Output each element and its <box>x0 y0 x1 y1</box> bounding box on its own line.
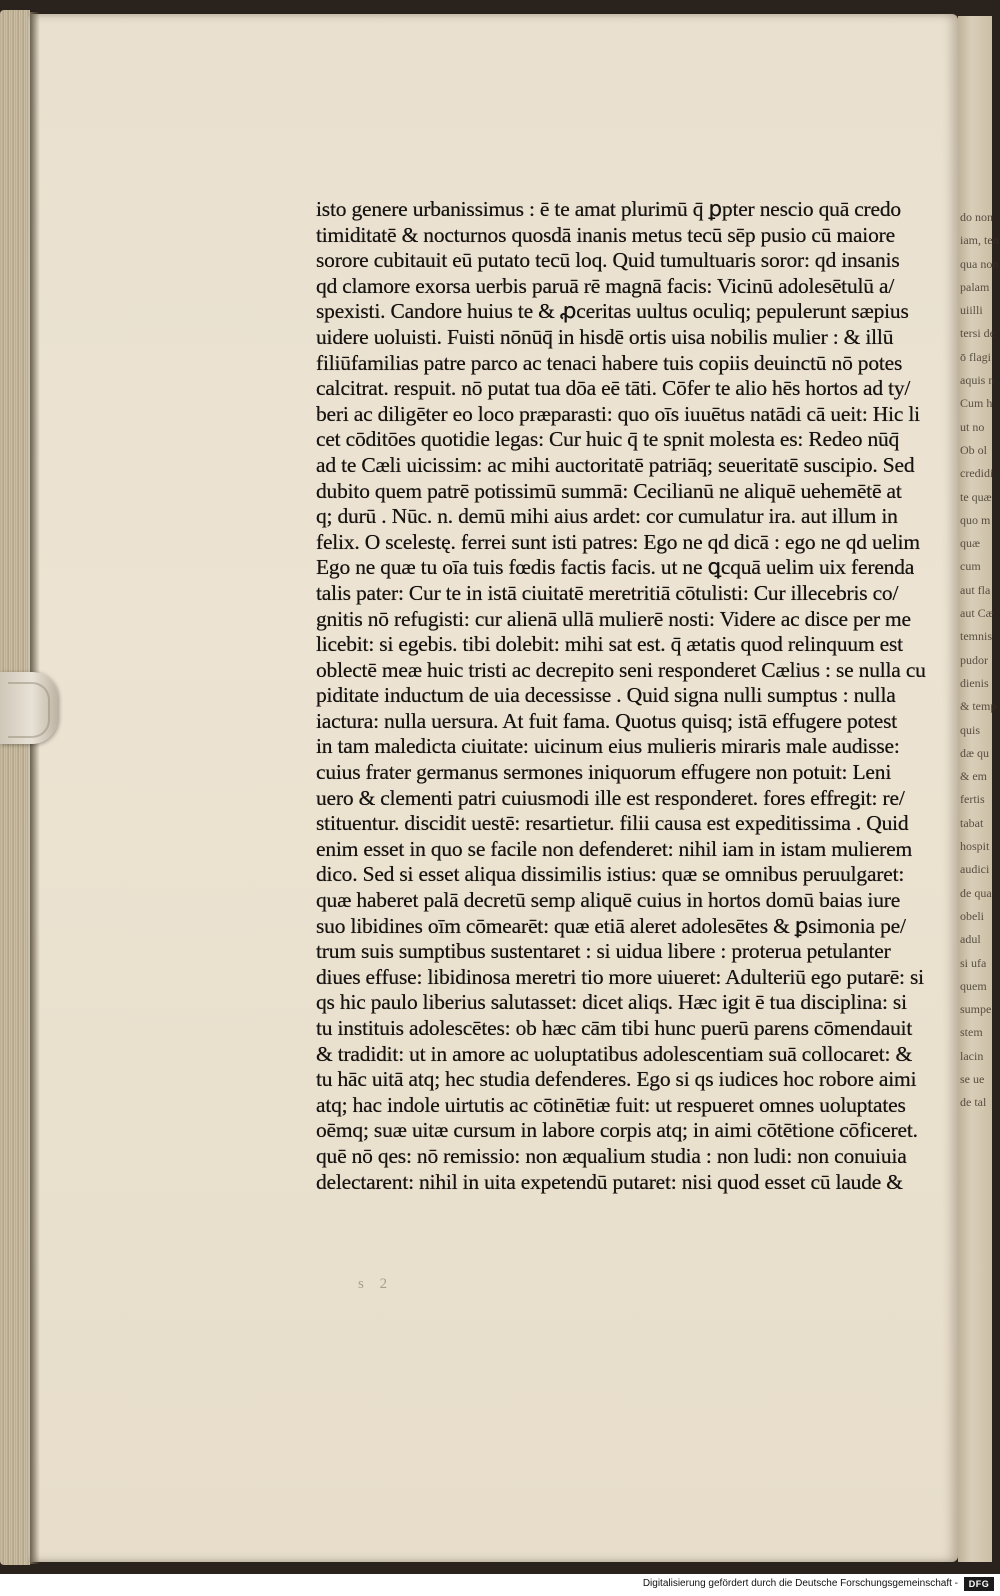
facing-text-line: qua non <box>960 256 999 271</box>
dfg-logo: DFG <box>964 1577 994 1591</box>
facing-text-line: & temp <box>960 699 997 714</box>
text-line: cuius frater germanus sermones iniquorum effugere non potuit: Leni <box>316 760 892 785</box>
facing-text-line: audici <box>960 862 990 877</box>
text-line: spexisti. Candore huius te & ꝓceritas uultus oculiq; pepulerunt sæpius <box>316 299 909 324</box>
facing-text-line: quem <box>960 978 987 993</box>
facing-text-line: cum <box>960 559 981 574</box>
text-line: Ego ne quæ tu oīa tuis fœdis factis facis. ut ne ꝗcquā uelim uix ferenda <box>316 555 915 580</box>
facing-text-line: credidi <box>960 466 994 481</box>
facing-text-line: tabat <box>960 815 984 830</box>
facing-text-line: te quæ <box>960 489 992 504</box>
facing-text-line: ut no <box>960 419 985 434</box>
text-line: licebit: si egebis. tibi dolebit: mihi sat est. q̄ ætatis quod relinquum est <box>316 632 903 657</box>
text-line: uero & clementi patri cuiusmodi ille est responderet. fores effregit: re/ <box>316 785 905 810</box>
book-leaf-stack <box>0 10 30 1565</box>
text-line: oblectē meæ huic tristi ac decrepito seni responderet Cælius : se nulla cu <box>316 657 926 682</box>
text-line: q; durū . Nūc. n. demū mihi aius ardet: cor cumulatur ira. aut illum in <box>316 504 898 529</box>
facing-page-edge <box>958 16 999 1562</box>
text-line: sorore cubitauit eū putato tecū loq. Quid tumultuaris soror: qd insanis <box>316 248 900 273</box>
gutter-shadow <box>30 12 40 1564</box>
facing-page-text <box>958 206 999 1115</box>
text-line: trum suis sumptibus sustentaret : si uidua libere : proterua petulanter <box>316 939 891 964</box>
page-signature-mark: s 2 <box>358 1276 394 1292</box>
facing-text-line: aut Cæ <box>960 606 994 621</box>
text-line: iactura: nulla uersura. At fuit fama. Quotus quisq; istā effugere potest <box>316 708 898 733</box>
facing-text-line: sumpe <box>960 1002 992 1017</box>
facing-text-line: & em <box>960 769 987 784</box>
text-line: cet cōditōes quotidie legas: Cur huic q̄ te spnit molesta es: Redeo nūq̄ <box>316 427 900 452</box>
text-line: qd clamore exorsa uerbis paruā rē magnā facis: Vicinū adolesētulū a/ <box>316 273 895 298</box>
text-line: isto genere urbanissimus : ē te amat plurimū q̄ ꝑpter nescio quā credo <box>316 197 901 221</box>
facing-text-line: hospit <box>960 839 990 854</box>
text-line: filiūfamilias patre parco ac tenaci habere tuis copiis deuinctū nō potes <box>316 350 903 375</box>
text-line: felix. O scelestę. ferrei sunt isti patres: Ego ne qd dicā : ego ne qd uelim <box>316 529 920 554</box>
text-line: quæ haberet palā decretū semp aliquē cuius in hortos domū baias iure <box>316 888 901 913</box>
text-line: calcitrat. respuit. nō putat tua dōa eē tāti. Cōfer te alio hēs hortos ad ty/ <box>316 376 911 401</box>
facing-text-line: ō flagi <box>960 349 991 364</box>
text-line: atq; hac indole uirtutis ac cōtinētiæ fuit: ut respueret omnes uoluptates <box>316 1092 906 1117</box>
facing-text-line: si ufa <box>960 955 987 970</box>
facing-text-line: dienis <box>960 675 989 690</box>
facing-text-line: pudor <box>960 652 988 667</box>
funding-notice: Digitalisierung gefördert durch die Deutsche Forschungsgemeinschaft - <box>642 1578 958 1589</box>
text-line: beri ac diligēter eo loco præparasti: quo oīs iuuētus natādi cā ueit: Hic li <box>316 401 920 426</box>
facing-text-line: quo m <box>960 512 991 527</box>
facing-text-line: fertis <box>960 792 985 807</box>
facing-text-line: de tal <box>960 1095 987 1110</box>
facing-text-line: de qua <box>960 885 992 900</box>
book-clip-icon <box>0 672 58 744</box>
text-line: & tradidit: ut in amore ac uoluptatibus adolescentiam suā collocaret: & <box>316 1041 912 1066</box>
facing-text-line: palam <box>960 279 990 294</box>
text-line: delectarent: nihil in uita expetendū putaret: nisi quod esset cū laude & <box>316 1169 903 1194</box>
text-line: dubito quem patrē potissimū summā: Cecilianū ne aliquē uehemētē at <box>316 478 902 503</box>
footer-bar <box>0 1574 1000 1596</box>
facing-text-line: tersi de <box>960 326 995 341</box>
text-line: uidere uoluisti. Fuisti nōnūq̄ in hisdē ortis uisa nobilis mulier : & illū <box>316 324 894 349</box>
text-line: ad te Cæli uicissim: ac mihi auctoritatē patriāq; seueritatē suscipio. Sed <box>316 452 915 477</box>
text-line: quē nō qes: nō remissio: non æqualium studia : non ludi: non conuiuia <box>316 1143 907 1168</box>
text-line: dico. Sed si esset aliqua dissimilis istius: quæ se omnibus peruulgaret: <box>316 862 905 887</box>
text-line: timiditatē & nocturnos quosdā inanis metus tecū sēp pusio cū maiore <box>316 222 895 247</box>
text-line: tu instituis adolescētes: ob hæc cām tibi hunc puerū parens cōmendauit <box>316 1016 913 1040</box>
facing-text-line: se ue <box>960 1071 985 1086</box>
facing-text-line: temnis <box>960 629 992 644</box>
text-line: oēmq; suæ uitæ cursum in labore corpis atq; in aimi cōtētione cōficeret. <box>316 1118 918 1143</box>
facing-text-line: obeli <box>960 908 984 923</box>
facing-text-line: adul <box>960 932 981 947</box>
facing-text-line: quis <box>960 722 981 737</box>
text-line: talis pater: Cur te in istā ciuitatē meretritiā cōtulisti: Cur illecebris co/ <box>316 580 899 605</box>
facing-text-line: Cum h <box>960 396 993 411</box>
text-line: in tam maledicta ciuitate: uicinum eius mulieris miraris male audisse: <box>316 734 900 759</box>
facing-text-line: lacin <box>960 1048 984 1063</box>
facing-text-line: aquis n <box>960 373 995 388</box>
book-clip-inner <box>8 682 50 738</box>
text-line: enim esset in quo se facile non defenderet: nihil iam in istam mulierem <box>316 836 912 861</box>
facing-text-line: aut fla <box>960 582 991 597</box>
facing-text-line: do non <box>960 210 993 224</box>
text-block <box>316 197 936 1195</box>
text-line: stituentur. discidit uestē: resartietur. filii causa est expeditissima . Quid <box>316 811 909 836</box>
text-line: diues effuse: libidinosa meretri tio more uiueret: Adulteriū ego putarē: si <box>316 964 924 989</box>
facing-text-line: iam, ten <box>960 233 999 248</box>
facing-text-line: stem <box>960 1025 983 1040</box>
text-line: gnitis nō refugisti: cur alienā ullā mulierē nosti: Videre ac disce per me <box>316 606 911 631</box>
facing-text-line: quæ <box>960 536 981 551</box>
facing-text-line: Ob ol <box>960 442 987 457</box>
facing-text-line: uiilli <box>960 303 983 318</box>
text-line: suo libidines oīm cōmearēt: quæ etiā aleret adolesētes & ꝑsimonia pe/ <box>316 913 906 938</box>
text-line: tu hāc uitā atq; hec studia defenderes. Ego si qs iudices hoc robore aimi <box>316 1067 917 1092</box>
book-page <box>28 14 958 1562</box>
facing-text-line: dæ qu <box>960 745 990 760</box>
text-line: qs hic paulo liberius salutasset: dicet aliqs. Hæc igit ē tua disciplina: si <box>316 990 907 1015</box>
text-line: piditate inductum de uia decessisse . Quid signa nulli sumptus : nulla <box>316 683 896 708</box>
